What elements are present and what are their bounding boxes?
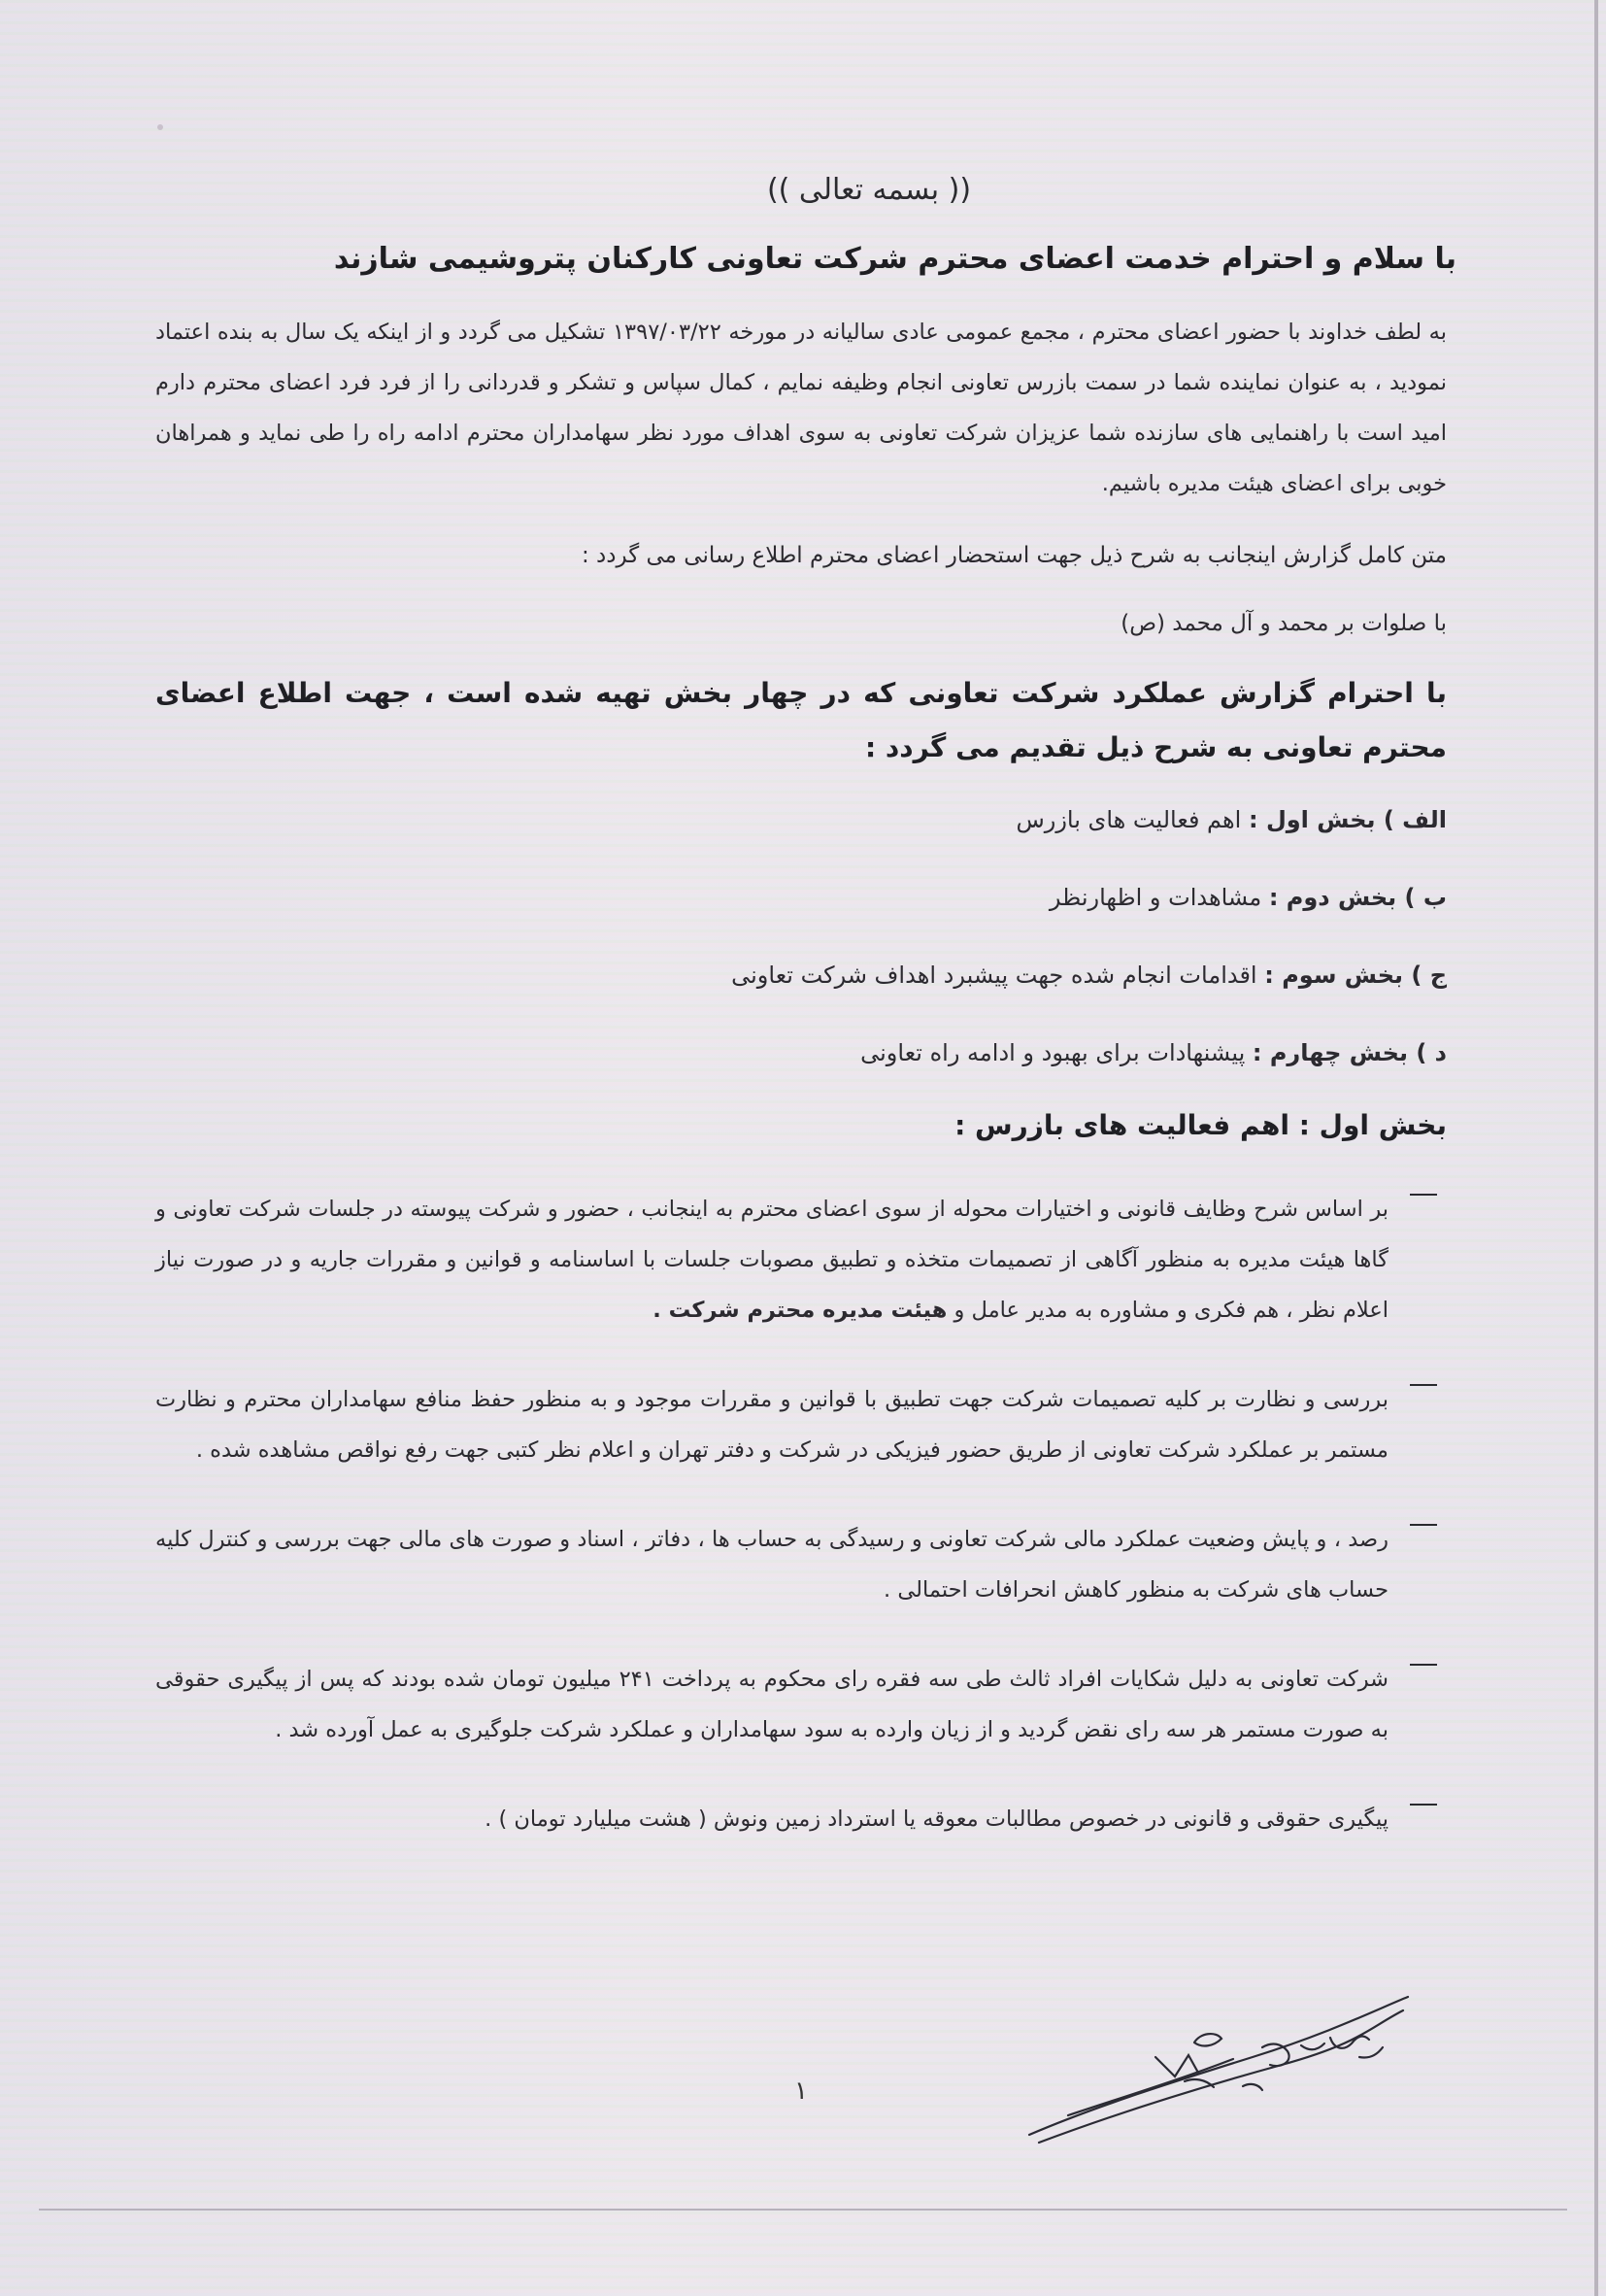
section-item-1: الف ) بخش اول : اهم فعالیت های بازرس [1016,806,1447,833]
section-item-2: ب ) بخش دوم : مشاهدات و اظهارنظر [1049,884,1447,911]
bullet-item-2: بررسی و نظارت بر کلیه تصمیمات شرکت جهت تطبیق با قوانین و مقررات موجود و به منظور حفظ منافع سهامداران محترم و نظارت مستمر بر عملکرد شرکت تعاونی از طریق حضور فیزیکی در شرکت و دفتر تهران و اعلام نظر کتبی جهت رفع نواقص مشاهده شده . [155,1374,1447,1475]
intro-paragraph: به لطف خداوند با حضور اعضای محترم ، مجمع عمومی عادی سالیانه در مورخه ۱۳۹۷/۰۳/۲۲ تشکیل می گردد و از اینکه یک سال به بنده اعتماد نمودید ، به عنوان نماینده شما در سمت بازرس تعاونی انجام وظیفه نمایم ، کمال سپاس و تشکر و قدردانی را از فرد فرد اعضای محترم دارم امید است با راهنمایی های سازنده شما عزیزان شرکت تعاونی به سوی اهداف مورد نظر سهامداران محترم ادامه راه را طی نماید و همراهان خوبی برای اعضای هیئت مدیره باشیم. [155,320,1447,496]
bullet-item-3: رصد ، و پایش وضعیت عملکرد مالی شرکت تعاونی و رسیدگی به حساب ها ، دفاتر ، اسناد و صورت های مالی جهت بررسی و کنترل کلیه حساب های شرکت به منظور کاهش انحرافات احتمالی . [155,1514,1447,1615]
salawat-line: با صلوات بر محمد و آل محمد (ص) [1121,611,1447,636]
letter-body [155,173,1456,1883]
report-heading: با احترام گزارش عملکرد شرکت تعاونی که در چهار بخش تهیه شده است ، جهت اطلاع اعضای محترم تعاونی به شرح ذیل تقدیم می گردد : [155,677,1447,763]
dash-bullet-icon [1410,1194,1437,1196]
report-intro-line: متن کامل گزارش اینجانب به شرح ذیل جهت استحضار اعضای محترم اطلاع رسانی می گردد : [581,543,1447,568]
bullet-item-5: پیگیری حقوقی و قانونی در خصوص مطالبات معوقه یا استرداد زمین ونوش ( هشت میلیارد تومان ) . [155,1794,1447,1844]
dash-bullet-icon [1410,1384,1437,1386]
right-edge-line [1594,0,1598,2296]
page-number: ۱ [794,2077,808,2106]
dash-bullet-icon [1410,1664,1437,1666]
scan-speck [157,124,163,130]
dash-bullet-icon [1410,1524,1437,1526]
basmala-heading: (( بسمه تعالی )) [766,173,972,207]
section-item-3: ج ) بخش سوم : اقدامات انجام شده جهت پیشبرد اهداف شرکت تعاونی [731,962,1447,989]
bottom-rule [39,2209,1567,2211]
part-one-heading: بخش اول : اهم فعالیت های بازرس : [954,1109,1447,1141]
section-item-4: د ) بخش چهارم : پیشنهادات برای بهبود و ادامه راه تعاونی [860,1039,1447,1066]
salutation-heading: با سلام و احترام خدمت اعضای محترم شرکت تعاونی کارکنان پتروشیمی شازند [333,242,1456,276]
bullet-item-1: بر اساس شرح وظایف قانونی و اختیارات محوله از سوی اعضای محترم به اینجانب ، حضور و شرکت پیوسته در جلسات شرکت تعاونی و گاها هیئت مدیره به منظور آگاهی از تصمیمات متخذه و تطبیق مصوبات جلسات با اساسنامه و قوانین و مقررات جاریه و در صورت نیاز اعلام نظر ، هم فکری و مشاوره به مدیر عامل و هیئت مدیره محترم شرکت . [155,1184,1447,1335]
dash-bullet-icon [1410,1804,1437,1806]
signature [1010,1989,1418,2154]
bullet-item-4: شرکت تعاونی به دلیل شکایات افراد ثالث طی سه فقره رای محکوم به پرداخت ۲۴۱ میلیون تومان شده بودند که پس از پیگیری حقوقی به صورت مستمر هر سه رای نقض گردید و از زیان وارده به سود سهامداران و عملکرد شرکت جلوگیری به عمل آورده شد . [155,1654,1447,1755]
